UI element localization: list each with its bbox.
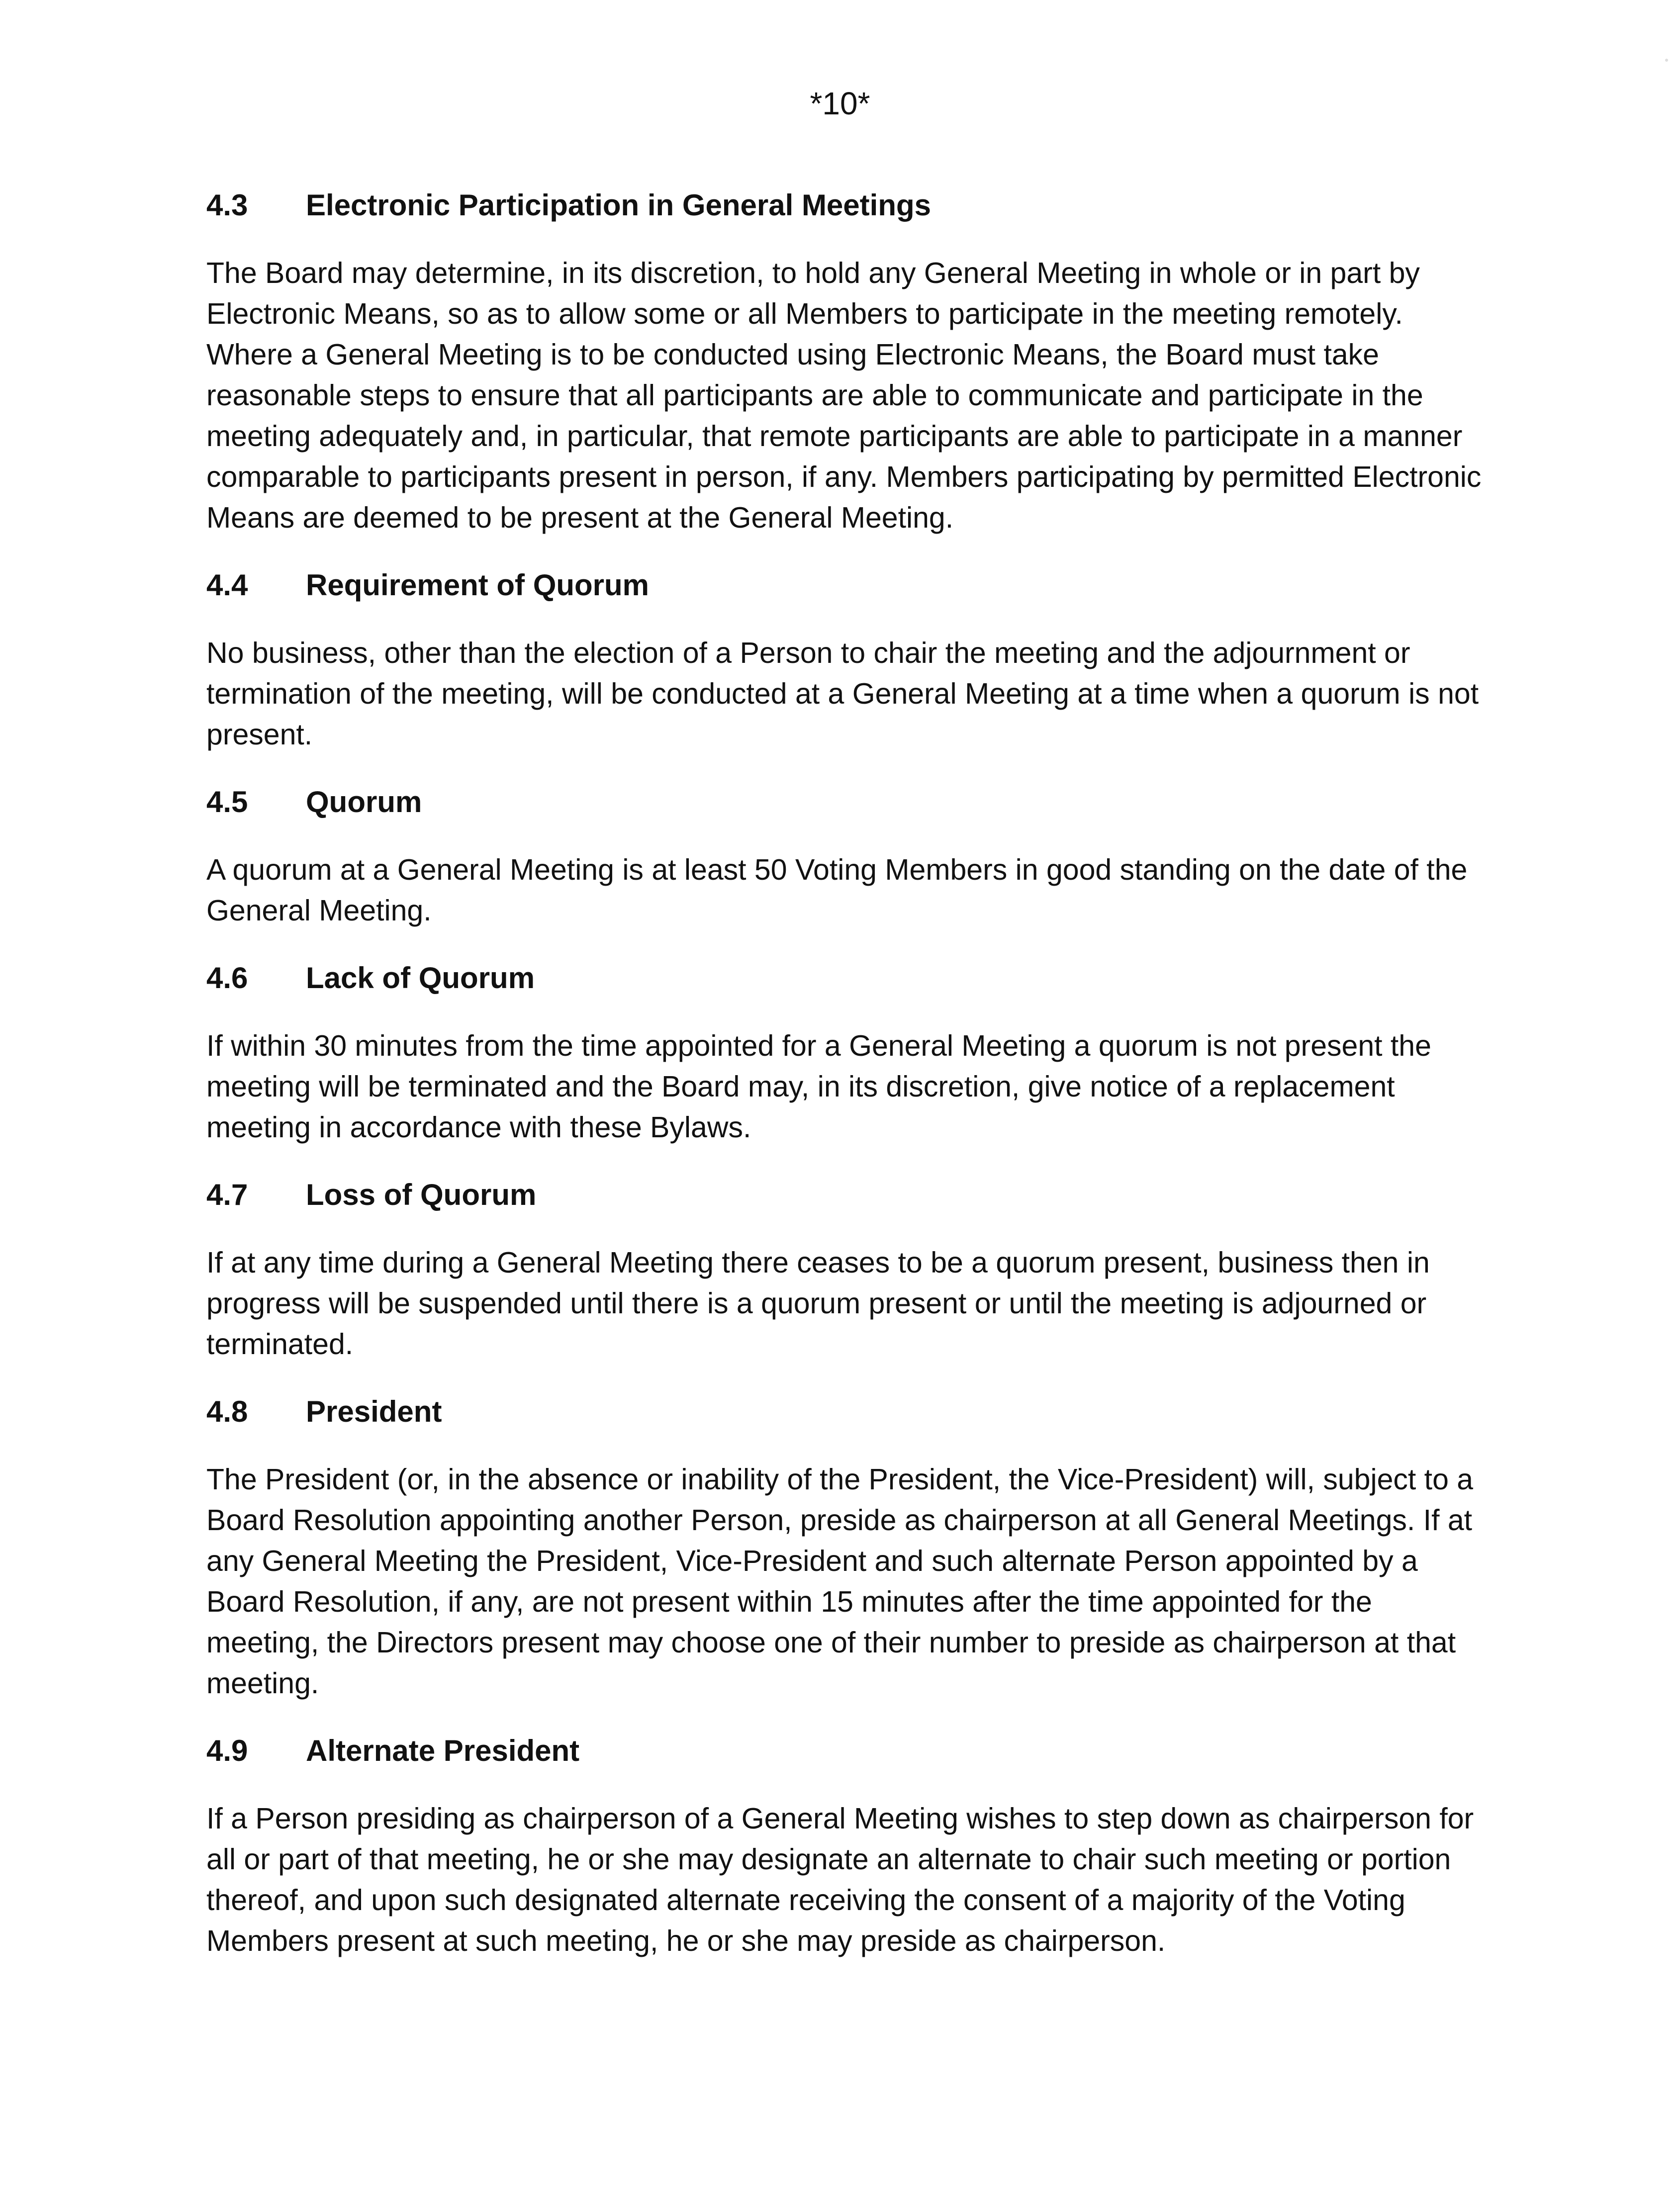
section-number: 4.8 <box>206 1395 248 1428</box>
section-number: 4.9 <box>206 1734 248 1767</box>
section-paragraph: If at any time during a General Meeting there ceases to be a quorum present, business then in progress will be suspended until there is a quorum present or until the meeting is adjourned or terminated. <box>206 1246 1430 1361</box>
section-paragraph: If within 30 minutes from the time appointed for a General Meeting a quorum is not present the meeting will be terminated and the Board may, in its discretion, give notice of a replacement meeting in accordance with these Bylaws. <box>206 1029 1431 1144</box>
document-body <box>206 189 1485 1992</box>
section-paragraph: The President (or, in the absence or inability of the President, the Vice-President) will, subject to a Board Resolution appointing another Person, preside as chairperson at all General Meetings. If at any General Meeting the President, Vice-President and such alternate Person appointed by a Board Resolution, if any, are not present within 15 minutes after the time appointed for the meeting, the Directors present may choose one of their number to preside as chairperson at that meeting. <box>206 1463 1474 1700</box>
section-4-9 <box>206 1735 1485 1961</box>
section-title: President <box>306 1395 442 1428</box>
section-title: Alternate President <box>306 1734 580 1767</box>
section-number: 4.4 <box>206 568 248 602</box>
section-heading <box>206 786 1485 819</box>
section-paragraph: No business, other than the election of a Person to chair the meeting and the adjournment or termination of the meeting, will be conducted at a General Meeting at a time when a quorum is not present. <box>206 637 1479 751</box>
section-title: Lack of Quorum <box>306 961 535 995</box>
section-number: 4.6 <box>206 961 248 995</box>
page-number: *10* <box>810 86 870 121</box>
section-paragraph: The Board may determine, in its discretion, to hold any General Meeting in whole or in part by Electronic Means, so as to allow some or all Members to participate in the meeting remotely. Where a General Meeting is to be conducted using Electronic Means, the Board must take reasonable steps to ensure that all participants are able to communicate and participate in the meeting adequately and, in particular, that remote participants are able to participate in a manner comparable to participants present in person, if any. Members participating by permitted Electronic Means are deemed to be present at the General Meeting. <box>206 257 1482 534</box>
section-4-3 <box>206 189 1485 538</box>
section-heading <box>206 189 1485 222</box>
scan-artifact-dot <box>1665 59 1668 62</box>
section-4-7 <box>206 1179 1485 1365</box>
section-4-5 <box>206 786 1485 931</box>
section-number: 4.5 <box>206 785 248 819</box>
section-heading <box>206 1735 1485 1767</box>
section-heading <box>206 1395 1485 1428</box>
section-paragraph: If a Person presiding as chairperson of a General Meeting wishes to step down as chairperson for all or part of that meeting, he or she may designate an alternate to chair such meeting or portion thereof, and upon such designated alternate receiving the consent of a majority of the Voting Members present at such meeting, he or she may preside as chairperson. <box>206 1802 1474 1957</box>
section-title: Quorum <box>306 785 422 819</box>
section-heading <box>206 1179 1485 1211</box>
section-4-6 <box>206 962 1485 1148</box>
section-heading <box>206 962 1485 995</box>
section-title: Loss of Quorum <box>306 1178 537 1211</box>
section-number: 4.7 <box>206 1178 248 1211</box>
section-title: Requirement of Quorum <box>306 568 650 602</box>
section-paragraph: A quorum at a General Meeting is at least 50 Voting Members in good standing on the date of the General Meeting. <box>206 853 1468 927</box>
section-number: 4.3 <box>206 188 248 222</box>
section-4-8 <box>206 1395 1485 1704</box>
section-4-4 <box>206 569 1485 755</box>
section-title: Electronic Participation in General Meetings <box>306 188 931 222</box>
section-heading <box>206 569 1485 602</box>
